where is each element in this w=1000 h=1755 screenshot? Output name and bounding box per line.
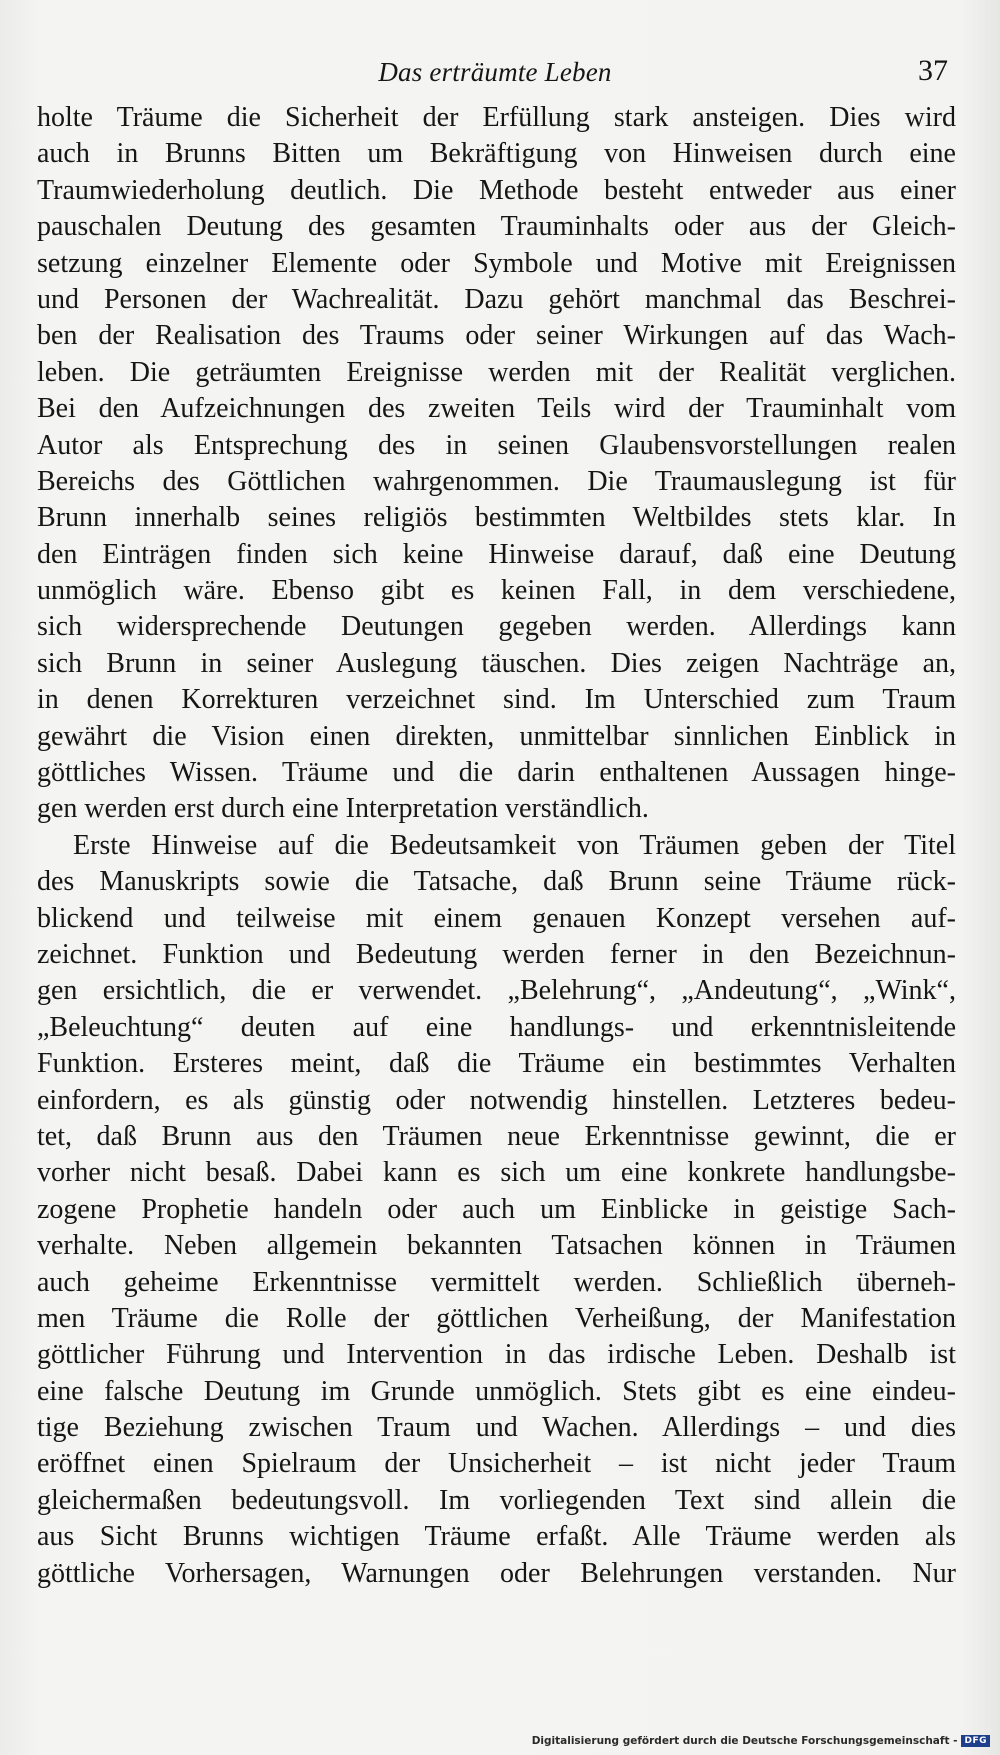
text-line: gleichermaßen bedeutungsvoll. Im vorliegenden Text sind allein die (37, 1484, 956, 1516)
text-line: göttliches Wissen. Träume und die darin enthaltenen Aussagen hinge- (37, 757, 956, 789)
text-line: des Manuskripts sowie die Tatsache, daß Brunn seine Träume rück- (37, 866, 956, 898)
text-line: ben der Realisation des Traums oder seiner Wirkungen auf das Wach- (37, 320, 956, 352)
credit-text: Digitalisierung gefördert durch die Deutsche Forschungsgemeinschaft - (531, 1735, 958, 1747)
text-line: holte Träume die Sicherheit der Erfüllung stark ansteigen. Dies wird (37, 102, 956, 133)
body-text (37, 100, 956, 1592)
text-line: gewährt die Vision einen direkten, unmittelbar sinnlichen Einblick in (37, 720, 956, 752)
text-line: setzung einzelner Elemente oder Symbole und Motive mit Ereignissen (37, 247, 956, 279)
running-title: Das erträumte Leben (378, 57, 612, 87)
text-line: gen werden erst durch eine Interpretation verständlich. (37, 793, 649, 825)
text-line: Bereichs des Göttlichen wahrgenommen. Die Traumauslegung ist für (37, 465, 956, 497)
text-line: und Personen der Wachrealität. Dazu gehört manchmal das Beschrei- (37, 283, 956, 315)
digitization-credit (532, 1735, 990, 1747)
text-line: blickend und teilweise mit einem genauen Konzept versehen auf- (37, 902, 956, 934)
text-line: aus Sicht Brunns wichtigen Träume erfaßt. Alle Träume werden als (37, 1521, 956, 1553)
text-line: göttlicher Führung und Intervention in das irdische Leben. Deshalb ist (37, 1339, 956, 1371)
text-line: „Beleuchtung“ deuten auf eine handlungs- und erkenntnisleitende (37, 1011, 956, 1043)
text-line: Brunn innerhalb seines religiös bestimmten Weltbildes stets klar. In (37, 502, 956, 534)
text-line: Funktion. Ersteres meint, daß die Träume ein bestimmtes Verhalten (37, 1048, 956, 1080)
text-line: gen ersichtlich, die er verwendet. „Belehrung“, „Andeutung“, „Wink“, (37, 975, 956, 1007)
text-line: Autor als Entsprechung des in seinen Glaubensvorstellungen realen (37, 429, 956, 461)
text-line: auch geheime Erkenntnisse vermittelt werden. Schließlich überneh- (37, 1266, 956, 1298)
text-line: Erste Hinweise auf die Bedeutsamkeit von Träumen geben der Titel (73, 829, 956, 861)
text-line: tet, daß Brunn aus den Träumen neue Erkenntnisse gewinnt, die er (37, 1120, 956, 1152)
text-line: zogene Prophetie handeln oder auch um Einblicke in geistige Sach- (37, 1193, 956, 1225)
text-line: vorher nicht besaß. Dabei kann es sich um eine konkrete handlungsbe- (37, 1157, 956, 1189)
text-line: göttliche Vorhersagen, Warnungen oder Belehrungen verstanden. Nur (37, 1557, 956, 1589)
text-line: eröffnet einen Spielraum der Unsicherheit – ist nicht jeder Traum (37, 1448, 956, 1480)
text-line: zeichnet. Funktion und Bedeutung werden ferner in den Bezeichnun- (37, 938, 956, 970)
text-line: Bei den Aufzeichnungen des zweiten Teils wird der Trauminhalt vom (37, 393, 956, 425)
paragraph (37, 828, 956, 1592)
text-line: sich widersprechende Deutungen gegeben werden. Allerdings kann (37, 611, 956, 643)
page-number: 37 (918, 54, 948, 87)
dfg-logo: DFG (961, 1735, 990, 1747)
text-line: pauschalen Deutung des gesamten Trauminhalts oder aus der Gleich- (37, 211, 956, 243)
text-line: Traumwiederholung deutlich. Die Methode besteht entweder aus einer (37, 174, 956, 206)
paragraph (37, 100, 956, 828)
text-line: in denen Korrekturen verzeichnet sind. Im Unterschied zum Traum (37, 684, 956, 716)
text-line: men Träume die Rolle der göttlichen Verheißung, der Manifestation (37, 1302, 956, 1334)
text-line: leben. Die geträumten Ereignisse werden mit der Realität verglichen. (37, 356, 956, 388)
text-line: unmöglich wäre. Ebenso gibt es keinen Fall, in dem verschiedene, (37, 575, 956, 607)
text-line: verhalte. Neben allgemein bekannten Tatsachen können in Träumen (37, 1230, 956, 1262)
text-line: den Einträgen finden sich keine Hinweise darauf, daß eine Deutung (37, 538, 956, 570)
text-line: eine falsche Deutung im Grunde unmöglich. Stets gibt es eine eindeu- (37, 1375, 956, 1407)
text-line: einfordern, es als günstig oder notwendig hinstellen. Letzteres bedeu- (37, 1084, 956, 1116)
text-line: auch in Brunns Bitten um Bekräftigung von Hinweisen durch eine (37, 138, 956, 170)
text-line: sich Brunn in seiner Auslegung täuschen. Dies zeigen Nachträge an, (37, 647, 956, 679)
text-line: tige Beziehung zwischen Traum und Wachen. Allerdings – und dies (37, 1412, 956, 1444)
